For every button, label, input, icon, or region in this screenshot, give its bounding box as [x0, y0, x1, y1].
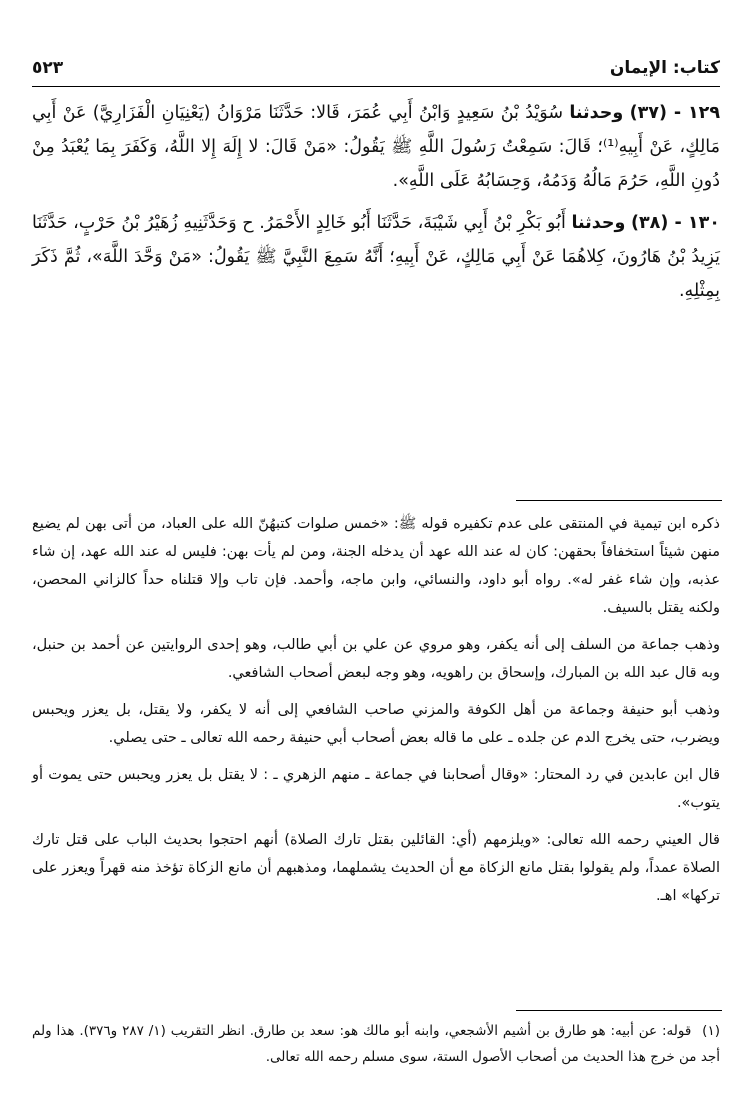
hadith-number: ١٢٩ - (٣٧) — [629, 103, 720, 123]
footnote — [32, 1018, 720, 1070]
hadith-tag: وحدثنا — [569, 103, 624, 123]
hadith-129 — [32, 96, 720, 198]
hadith-130 — [32, 206, 720, 308]
page-header — [32, 50, 720, 87]
hadith-tag: وحدثنا — [571, 213, 626, 233]
book-title: كتاب: الإيمان — [609, 58, 720, 78]
note-paragraph: وذهب أبو حنيفة وجماعة من أهل الكوفة والمزني صاحب الشافعي إلى أنه لا يكفر، ولا يقتل، بل يعزر ويحبس ويضرب، حتى يخرج الدم عن جلده ـ على ما قاله بعض أصحاب أبي حنيفة رحمه الله تعالى ـ حتى يصلي. — [32, 702, 720, 746]
note-paragraph: قال ابن عابدين في رد المحتار: «وقال أصحابنا في جماعة ـ منهم الزهري ـ : لا يقتل بل يعزر ويحبس حتى يموت أو يتوب». — [32, 767, 720, 811]
page-number: ٥٢٣ — [32, 58, 64, 78]
footnote-number: (١) — [702, 1023, 720, 1039]
hadith-number: ١٣٠ - (٣٨) — [630, 213, 720, 233]
note-paragraph: ذكره ابن تيمية في المنتقى على عدم تكفيره قوله ﷺ: «خمس صلوات كتبهُنّ الله على العباد، من أتى بهن لم يضيع منهن شيئاً استخفافاً بحقهن: كان له عند الله عهد أن يدخله الجنة، ومن لم يأت بهن: فليس له عند الله عهد، إن شاء عذبه، وإن شاء غفر له». رواه أبو داود، والنسائي، وابن ماجه، وأحمد. فإن تاب وإلا قتلناه حداً كالزاني المحصن، ولكنه يقتل بالسيف. — [32, 516, 720, 616]
notes-divider — [516, 500, 722, 501]
hadith-text: سُوَيْدُ بْنُ سَعِيدٍ وَابْنُ أَبِي عُمَرَ، قَالا: حَدَّثَنَا مَرْوَانُ (يَعْنِيَانِ الْفَزَارِيَّ) عَنْ أَبِي مَالِكٍ، عَنْ أَبِيهِ⁽¹⁾؛ قَالَ: سَمِعْتُ رَسُولَ اللَّهِ ﷺ يَقُولُ: «مَنْ قَالَ: لا إِلَهَ إِلا اللَّهُ، وَكَفَرَ بِمَا يُعْبَدُ مِنْ دُونِ اللَّهِ، حَرُمَ مَالُهُ وَدَمُهُ، وَحِسَابُهُ عَلَى اللَّهِ». — [32, 103, 720, 191]
footnote-divider — [516, 1010, 722, 1011]
commentary-notes — [32, 510, 720, 919]
footnote-text: قوله: عن أبيه: هو طارق بن أشيم الأشجعي، وابنه أبو مالك هو: سعد بن طارق. انظر التقريب (١/ ٢٨٧ و٣٧٦). هذا ولم أجد من خرج هذا الحديث من أصحاب الأصول الستة، سوى مسلم رحمه الله تعالى. — [32, 1023, 720, 1065]
hadith-text: أَبُو بَكْرِ بْنُ أَبِي شَيْبَةَ، حَدَّثَنَا أَبُو خَالِدٍ الأَحْمَرُ. ح وَحَدَّثَنِيهِ زُهَيْرُ بْنُ حَرْبٍ، حَدَّثَنَا يَزِيدُ بْنُ هَارُونَ، كِلاهُمَا عَنْ أَبِي مَالِكٍ، عَنْ أَبِيهِ؛ أَنَّهُ سَمِعَ النَّبِيَّ ﷺ يَقُولُ: «مَنْ وَحَّدَ اللَّهَ»، ثُمَّ ذَكَرَ بِمِثْلِهِ. — [32, 213, 720, 301]
note-paragraph: قال العيني رحمه الله تعالى: «ويلزمهم (أي: القائلين بقتل تارك الصلاة) أنهم احتجوا بحديث الباب على قتل تارك الصلاة عمداً، ولم يقولوا بقتل مانع الزكاة مع أن الحديث يشملهما، ومذهبهم أن مانع الزكاة تؤخذ منه قهراً ويعزر على تركها» اهـ. — [32, 832, 720, 904]
note-paragraph: وذهب جماعة من السلف إلى أنه يكفر، وهو مروي عن علي بن أبي طالب، وهو إحدى الروايتين عن أحمد بن حنبل، وبه قال عبد الله بن المبارك، وإسحاق بن راهويه، وهو وجه لبعض أصحاب الشافعي. — [32, 637, 720, 681]
